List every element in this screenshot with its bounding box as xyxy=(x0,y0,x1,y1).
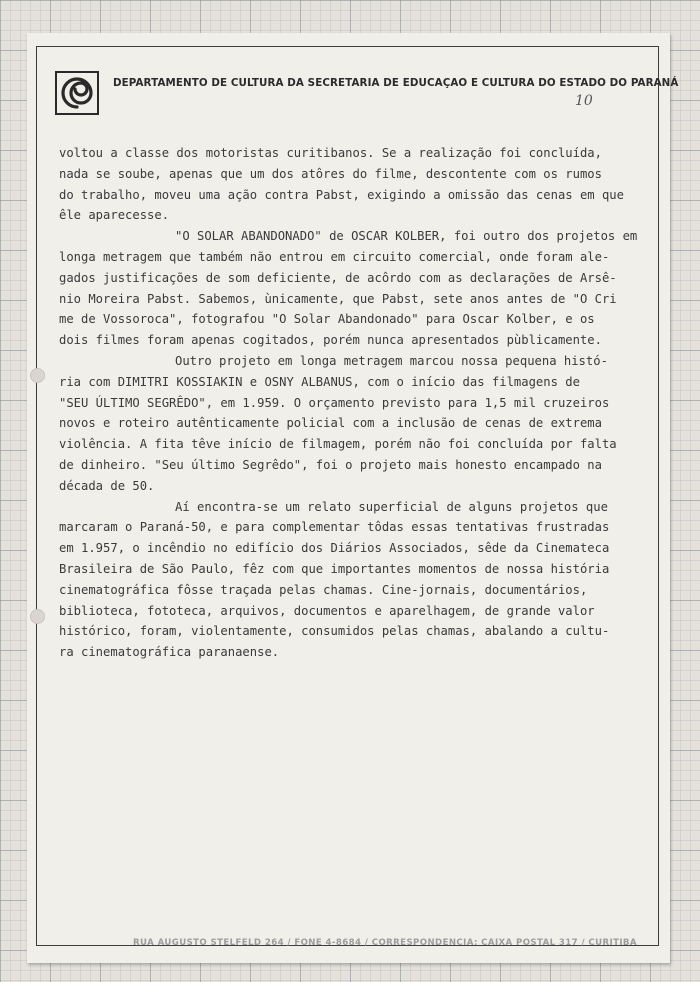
body-text xyxy=(59,143,665,663)
text-line: "SEU ÚLTIMO SEGRÊDO", em 1.959. O orçamento previsto para 1,5 mil cruzeiros xyxy=(59,395,610,410)
text-line: violência. A fita têve início de filmagem, porém não foi concluída por falta xyxy=(59,437,617,452)
document-page xyxy=(27,33,679,963)
text-line: de dinheiro. "Seu último Segrêdo", foi o projeto mais honesto encampado na xyxy=(59,457,602,472)
page-border xyxy=(36,46,679,948)
text-line: Outro projeto em longa metragem marcou nossa pequena histó- xyxy=(175,353,608,368)
text-line: ria com DIMITRI KOSSIAKIN e OSNY ALBANUS, com o início das filmagens de xyxy=(59,374,580,389)
text-line: novos e roteiro autênticamente policial com a inclusão de cenas de extrema xyxy=(59,416,602,431)
text-line: do trabalho, moveu uma ação contra Pabst, exigindo a omissão das cenas em que xyxy=(59,187,624,202)
text-line: em 1.957, o incêndio no edifício dos Diários Associados, sêde da Cinemateca xyxy=(59,541,610,556)
text-line: nada se soube, apenas que um dos atôres do filme, descontente com os rumos xyxy=(59,166,602,181)
text-line: voltou a classe dos motoristas curitibanos. Se a realização foi concluída, xyxy=(59,146,602,160)
letterhead-footer: RUA AUGUSTO STELFELD 264 / FONE 4-8684 / CORRESPONDENCIA: CAIXA POSTAL 317 / CURITIBA xyxy=(133,938,637,948)
punch-hole xyxy=(30,368,45,383)
text-line: cinematográfica fôsse traçada pelas chamas. Cine-jornais, documentários, xyxy=(59,582,588,597)
text-line: biblioteca, fototeca, arquivos, documentos e aparelhagem, de grande valor xyxy=(59,603,595,618)
text-line: me de Vossoroca", fotografou "O Solar Abandonado" para Oscar Kolber, e os xyxy=(59,312,595,327)
text-line: ra cinematográfica paranaense. xyxy=(59,645,280,660)
text-line: década de 50. xyxy=(59,478,155,493)
text-line: longa metragem que também não entrou em circuito comercial, onde foram ale- xyxy=(59,249,610,264)
text-line: marcaram o Paraná-50, e para complementar tôdas essas tentativas frustradas xyxy=(59,520,610,535)
text-line: dois filmes foram apenas cogitados, porém nunca apresentados pùblicamente. xyxy=(59,333,602,348)
text-line: nio Moreira Pabst. Sabemos, ùnicamente, que Pabst, sete anos antes de "O Cri xyxy=(59,291,617,306)
text-line: "O SOLAR ABANDONADO" de OSCAR KOLBER, foi outro dos projetos em xyxy=(175,229,638,244)
text-line: êle aparecesse. xyxy=(59,208,170,223)
punch-hole xyxy=(30,609,45,624)
spiral-logo-icon xyxy=(55,71,99,115)
page-number: 10 xyxy=(575,93,593,109)
text-line: Aí encontra-se um relato superficial de alguns projetos que xyxy=(175,499,608,514)
text-line: histórico, foram, violentamente, consumidos pelas chamas, abalando a cultu- xyxy=(59,624,610,639)
letterhead-title: DEPARTAMENTO DE CULTURA DA SECRETARIA DE EDUCAÇAO E CULTURA DO ESTADO DO PARANÁ xyxy=(113,77,679,89)
text-line: gados justificações de som deficiente, de acôrdo com as declarações de Arsê- xyxy=(59,270,617,285)
text-line: Brasileira de São Paulo, fêz com que importantes momentos de nossa história xyxy=(59,561,610,576)
